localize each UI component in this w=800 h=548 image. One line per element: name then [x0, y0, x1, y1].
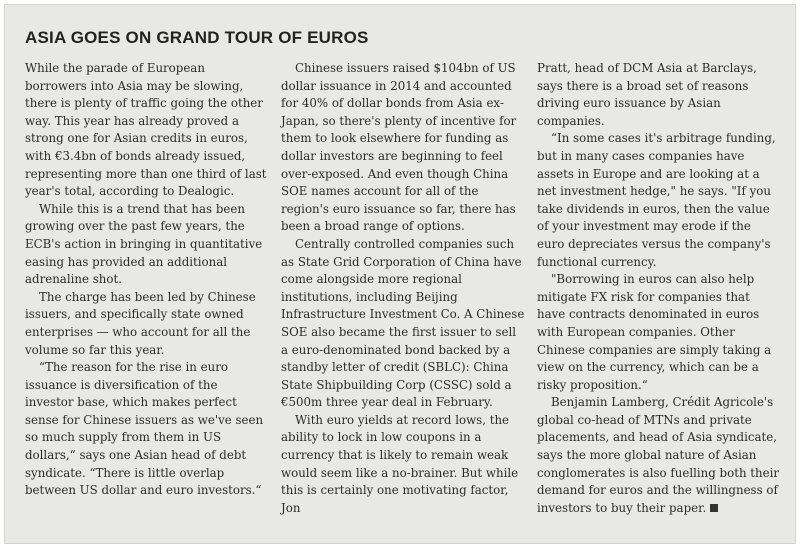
paragraph: “In some cases it's arbitrage funding, but in many cases companies have assets in Europe and are looking at a net investment hedge," he says. "If you take dividends in euros, then the value of your investment may erode if the euro depreciates versus the company's functional currency. — [537, 131, 776, 269]
paragraph: "Borrowing in euros can also help mitigate FX risk for companies that have contracts denominated in euros with European companies. Other Chinese companies are simply taking a view on the currency, which can be a risky proposition.“ — [537, 272, 772, 392]
paragraph: Chinese issuers raised $104bn of US dollar issuance in 2014 and accounted for 40% of dollar bonds from Asia ex-Japan, so there's plenty of incentive for them to look elsewhere for funding as dollar investors are beginning to feel over-exposed. And even though China SOE names account for all of the region's euro issuance so far, there has been a broad range of options. — [281, 61, 517, 234]
paragraph: Pratt, head of DCM Asia at Barclays, says there is a broad set of reasons driving euro issuance by Asian companies. — [537, 61, 757, 128]
article-body — [25, 60, 781, 535]
end-of-article-icon — [710, 504, 718, 512]
paragraph: The charge has been led by Chinese issuers, and specifically state owned enterprises — who account for all the volume so far this year. — [25, 289, 256, 357]
column-1 — [25, 60, 269, 535]
paragraph-text: Benjamin Lamberg, Crédit Agricole's global co-head of MTNs and private placements, and head of Asia syndicate, says the more global nature of Asian conglomerates is also fuelling both their demand for euros and the willingness of investors to buy their paper. — [537, 395, 780, 515]
article-page — [4, 4, 796, 544]
paragraph: With euro yields at record lows, the ability to lock in low coupons in a currency that is likely to remain weak would seem like a no-brainer. But while this is certainly one motivating factor, Jon — [281, 412, 519, 515]
paragraph: While this is a trend that has been growing over the past few years, the ECB's action in bringing in quantitative easing has provided an additional adrenaline shot. — [25, 201, 263, 287]
paragraph: “The reason for the rise in euro issuance is diversification of the investor base, which makes perfect sense for Chinese issuers as we've seen so much supply from them in US dollars,“ says one Asian head of debt syndicate. “There is little overlap between US dollar and euro investors.“ — [25, 360, 264, 498]
article-headline: ASIA GOES ON GRAND TOUR OF EUROS — [25, 28, 369, 47]
paragraph: While the parade of European borrowers into Asia may be slowing, there is plenty of traffic going the other way. This year has already proved a strong one for Asian credits in euros, with €3.4bn of bonds already issued, representing more than one third of last year's total, according to Dealogic. — [25, 61, 267, 199]
column-2 — [281, 60, 525, 535]
paragraph: Centrally controlled companies such as State Grid Corporation of China have come alongside more regional institutions, including Beijing Infrastructure Investment Co. A Chinese SOE also became the first issuer to sell a euro-denominated bond backed by a standby letter of credit (SBLC): China State Shipbuilding Corp (CSSC) sold a €500m three year deal in February. — [281, 236, 525, 410]
column-3 — [537, 60, 781, 535]
paragraph-last — [537, 394, 781, 517]
